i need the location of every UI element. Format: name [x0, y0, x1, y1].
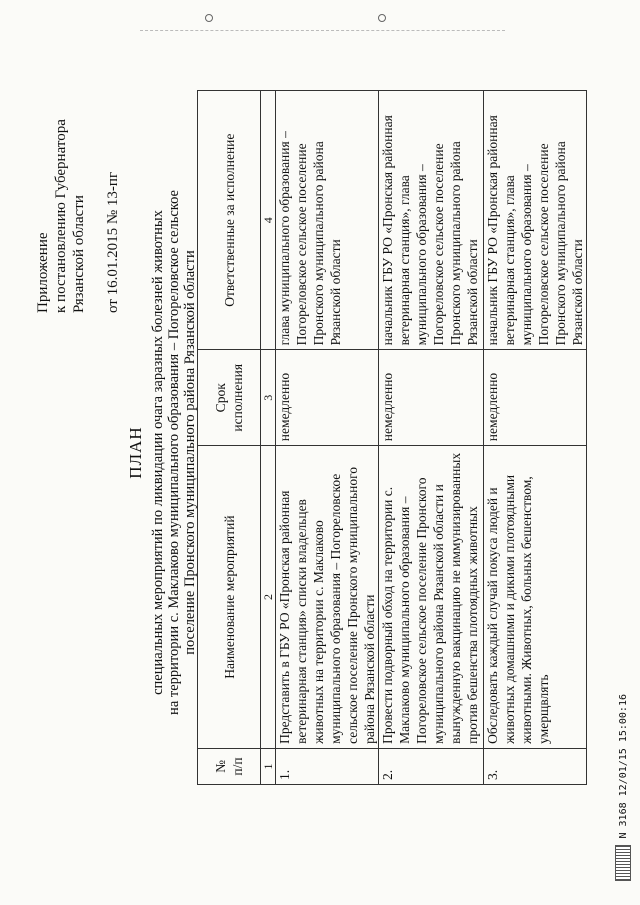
- row-responsible: начальник ГБУ РО «Пронская районная ветеринарная станция», глава муниципального образования – Погореловское сельское поселение Пронского муниципального района Рязанской области: [484, 91, 587, 350]
- row-action: Представить в ГБУ РО «Пронская районная ветеринарная станция» списки владельцев животных на территории с. Маклаково муниципального образования – Погореловское сельское поселение Пронского муниципального района Рязанской области: [276, 446, 379, 749]
- table-header-row: [198, 91, 261, 785]
- appendix-date-number: от 16.01.2015 № 13-пг: [105, 171, 121, 313]
- document-title: ПЛАН: [126, 426, 145, 479]
- registration-stamp-text: N 3168 12/01/15 15:00:16: [617, 694, 629, 839]
- subtitle-line-1: специальных мероприятий по ликвидации очага заразных болезней животных: [150, 210, 166, 695]
- row-responsible: начальник ГБУ РО «Пронская районная ветеринарная станция», глава муниципального образования – Погореловское сельское поселение Пронского муниципального района Рязанской области: [379, 91, 484, 350]
- registration-stamp: [615, 665, 637, 885]
- row-action: Провести подворный обход на территории с. Маклаково муниципального образования – Погореловское сельское поселение Пронского муниципального района Рязанской области и вынужденную вакцинацию не иммунизированных против бешенства плотоядных животных: [379, 446, 484, 749]
- subtitle-line-3: поселение Пронского муниципального района Рязанской области: [182, 250, 198, 655]
- subtitle-line-2: на территории с. Маклаково муниципального образования – Погореловское сельское: [166, 190, 182, 715]
- table-row: [276, 91, 379, 785]
- plan-table: [197, 90, 587, 785]
- table-row: [379, 91, 484, 785]
- header-action: Наименование мероприятий: [198, 446, 261, 749]
- row-number: 3.: [484, 748, 587, 784]
- row-number: 1.: [276, 748, 379, 784]
- appendix-decree-line: к постановлению Губернатора: [53, 119, 69, 313]
- row-number: 2.: [379, 748, 484, 784]
- row-term: немедленно: [276, 350, 379, 446]
- document-subtitle: [150, 0, 198, 905]
- header-term: Срок исполнения: [198, 350, 261, 446]
- column-number: 4: [261, 91, 276, 350]
- appendix-label: Приложение: [35, 232, 51, 313]
- column-number: 2: [261, 446, 276, 749]
- appendix-region-line: Рязанской области: [71, 195, 87, 313]
- row-term: немедленно: [379, 350, 484, 446]
- column-number: 3: [261, 350, 276, 446]
- row-action: Обследовать каждый случай покуса людей и животных домашними и дикими плотоядными животными. Животных, больных бешенством, умерщвлять: [484, 446, 587, 749]
- header-responsible: Ответственные за исполнение: [198, 91, 261, 350]
- column-number: 1: [261, 748, 276, 784]
- table-row: [484, 91, 587, 785]
- row-term: немедленно: [484, 350, 587, 446]
- row-responsible: глава муниципального образования – Погореловское сельское поселение Пронского муниципального района Рязанской области: [276, 91, 379, 350]
- header-number: № п/п: [198, 748, 261, 784]
- barcode-icon: [615, 845, 631, 881]
- column-number-row: [261, 91, 276, 785]
- appendix-block: [34, 13, 122, 313]
